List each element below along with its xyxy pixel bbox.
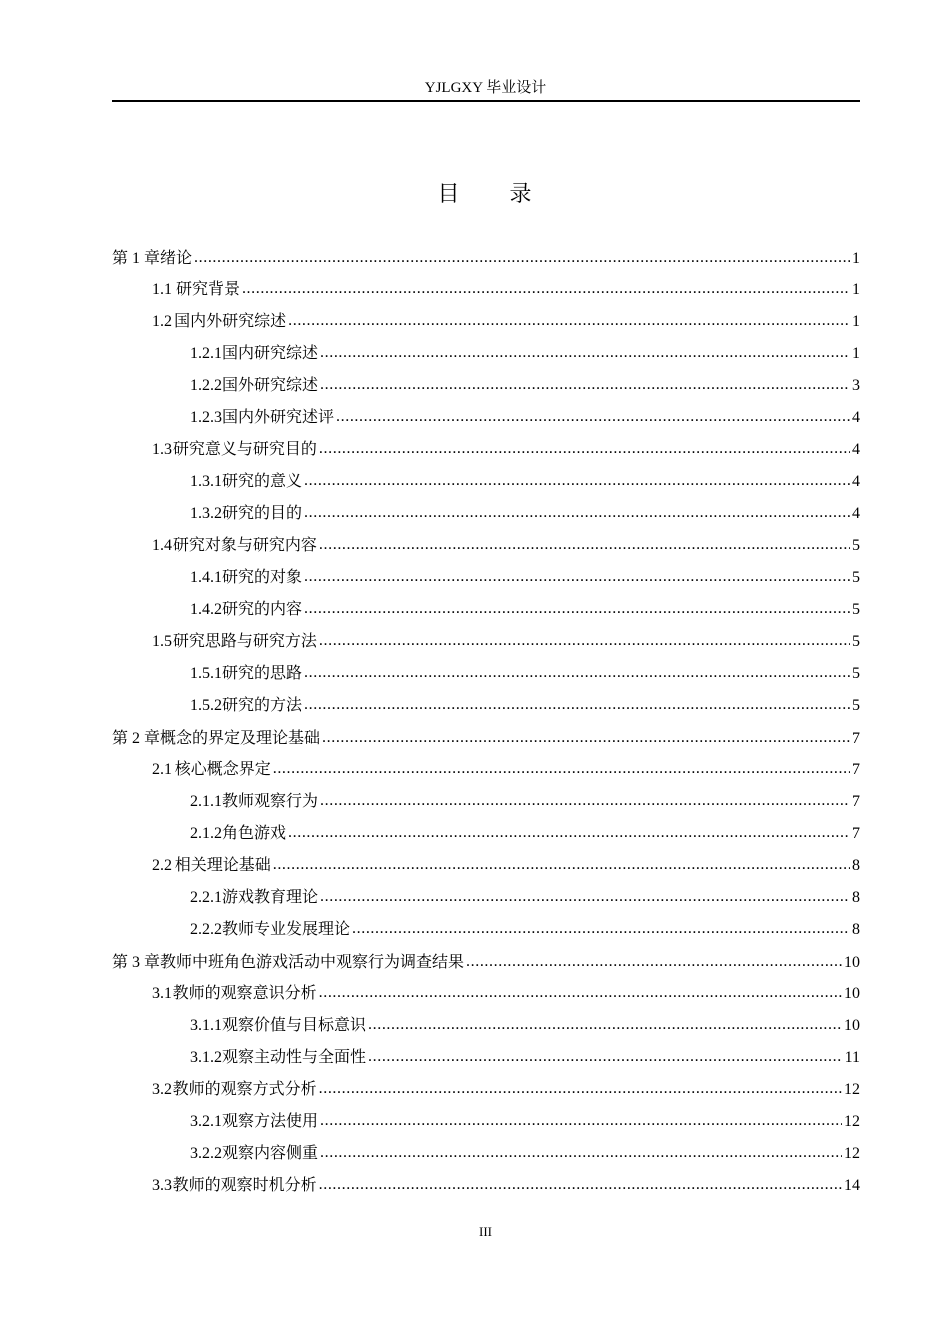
toc-entry-label: 研究的对象 (222, 569, 303, 586)
toc-title-char-2: 录 (509, 181, 534, 206)
toc-entry-page: 4 (852, 505, 860, 522)
toc-entry-page: 3 (852, 377, 860, 394)
toc-entry-label: 相关理论基础 (174, 857, 271, 874)
toc-dot-leader (288, 817, 850, 849)
toc-entry-number: 第 2 章 (112, 730, 161, 747)
toc-entry[interactable] (112, 466, 860, 498)
toc-dot-leader (466, 946, 842, 978)
toc-entry[interactable] (112, 818, 860, 850)
toc-entry-number: 3.2.1 (190, 1113, 222, 1130)
toc-entry[interactable] (112, 402, 860, 434)
toc-dot-leader (322, 722, 850, 754)
toc-entry-number: 1.5 (152, 633, 172, 650)
toc-dot-leader (352, 913, 850, 945)
toc-entry[interactable] (112, 850, 860, 882)
toc-entry-number: 1.2.2 (190, 377, 222, 394)
toc-entry-label: 研究对象与研究内容 (172, 537, 317, 554)
toc-entry[interactable] (112, 722, 860, 754)
toc-entry-number: 2.1.1 (190, 793, 222, 810)
toc-entry-label: 国外研究综述 (222, 377, 319, 394)
toc-entry-label: 教师的观察方式分析 (172, 1081, 317, 1098)
toc-title-char-1: 目 (437, 181, 462, 206)
toc-dot-leader (304, 465, 850, 497)
toc-entry[interactable] (112, 690, 860, 722)
toc-entry-number: 1.4.2 (190, 601, 222, 618)
toc-entry[interactable] (112, 1042, 860, 1074)
toc-entry[interactable] (112, 946, 860, 978)
toc-entry-page: 10 (844, 954, 860, 971)
toc-entry-page: 7 (852, 825, 860, 842)
toc-entry[interactable] (112, 626, 860, 658)
toc-entry[interactable] (112, 562, 860, 594)
running-header: YJLGXY 毕业设计 (424, 80, 547, 96)
toc-entry-label: 观察主动性与全面性 (222, 1049, 367, 1066)
toc-entry-number: 1.3.1 (190, 473, 222, 490)
toc-entry-label: 角色游戏 (222, 825, 287, 842)
toc-entry[interactable] (112, 882, 860, 914)
toc-dot-leader (320, 1137, 842, 1169)
toc-entry-page: 4 (852, 441, 860, 458)
page-number: III (479, 1224, 492, 1239)
toc-entry-number: 1.5.2 (190, 697, 222, 714)
toc-entry[interactable] (112, 274, 860, 306)
toc-entry-label: 教师专业发展理论 (222, 921, 351, 938)
toc-entry-label: 观察方法使用 (222, 1113, 319, 1130)
toc-entry-label: 研究思路与研究方法 (172, 633, 317, 650)
toc-dot-leader (368, 1009, 842, 1041)
header-rule (112, 100, 860, 102)
toc-entry-page: 7 (852, 761, 860, 778)
toc-dot-leader (320, 337, 850, 369)
toc-entry-number: 1.4.1 (190, 569, 222, 586)
toc-entry-page: 4 (852, 473, 860, 490)
toc-entry-number: 1.2.3 (190, 409, 222, 426)
toc-dot-leader (304, 593, 850, 625)
table-of-contents (112, 242, 860, 1202)
toc-entry-label: 研究的思路 (222, 665, 303, 682)
toc-entry-page: 1 (852, 345, 860, 362)
toc-dot-leader (288, 305, 850, 337)
toc-dot-leader (320, 785, 850, 817)
toc-entry-page: 5 (852, 569, 860, 586)
toc-dot-leader (319, 625, 850, 657)
toc-entry-label: 观察内容侧重 (222, 1145, 319, 1162)
toc-entry-label: 教师中班角色游戏活动中观察行为调查结果 (160, 952, 465, 971)
toc-entry-number: 3.2.2 (190, 1145, 222, 1162)
toc-entry-label: 国内外研究综述 (174, 313, 287, 330)
toc-entry-label: 绪论 (160, 248, 193, 267)
toc-entry-page: 5 (852, 697, 860, 714)
toc-entry-label: 国内研究综述 (222, 345, 319, 362)
toc-dot-leader (319, 977, 842, 1009)
toc-entry-page: 7 (852, 730, 860, 747)
toc-entry-number: 1.5.1 (190, 665, 222, 682)
toc-entry-number: 3.1 (152, 985, 172, 1002)
toc-title (112, 176, 859, 212)
toc-dot-leader (304, 689, 850, 721)
toc-entry-label: 研究的方法 (222, 697, 303, 714)
toc-entry-label: 研究的目的 (222, 505, 303, 522)
toc-entry-number: 1.2 (152, 313, 172, 330)
toc-entry[interactable] (112, 978, 860, 1010)
toc-entry-label: 观察价值与目标意识 (222, 1017, 367, 1034)
toc-entry-label: 研究的意义 (222, 473, 303, 490)
toc-entry-page: 1 (852, 313, 860, 330)
toc-entry-number: 3.1.1 (190, 1017, 222, 1034)
toc-dot-leader (304, 497, 850, 529)
toc-entry-page: 11 (844, 1049, 860, 1066)
toc-entry-label: 教师观察行为 (222, 793, 319, 810)
toc-entry-number: 2.2 (152, 857, 172, 874)
toc-dot-leader (336, 401, 850, 433)
toc-entry-label: 研究意义与研究目的 (172, 441, 317, 458)
toc-dot-leader (242, 273, 850, 305)
toc-entry-label: 研究的内容 (222, 601, 303, 618)
toc-entry-page: 10 (844, 985, 860, 1002)
toc-entry[interactable] (112, 338, 860, 370)
toc-entry[interactable] (112, 498, 860, 530)
toc-entry-number: 1.2.1 (190, 345, 222, 362)
toc-entry-number: 2.2.2 (190, 921, 222, 938)
toc-dot-leader (368, 1041, 843, 1073)
toc-entry-number: 1.3.2 (190, 505, 222, 522)
toc-dot-leader (319, 433, 850, 465)
toc-dot-leader (319, 529, 850, 561)
toc-dot-leader (319, 1073, 842, 1105)
toc-entry-number: 3.2 (152, 1081, 172, 1098)
toc-entry-label: 游戏教育理论 (222, 889, 319, 906)
toc-entry-page: 12 (844, 1145, 860, 1162)
toc-entry-number: 1.3 (152, 441, 172, 458)
toc-entry-page: 5 (852, 537, 860, 554)
toc-entry-page: 14 (844, 1177, 860, 1194)
toc-dot-leader (320, 369, 850, 401)
toc-dot-leader (194, 242, 850, 274)
toc-entry[interactable] (112, 1010, 860, 1042)
toc-entry-label: 国内外研究述评 (222, 409, 335, 426)
toc-dot-leader (304, 657, 850, 689)
toc-entry[interactable] (112, 754, 860, 786)
toc-dot-leader (320, 881, 850, 913)
toc-entry-page: 8 (852, 857, 860, 874)
toc-entry-page: 1 (852, 281, 860, 298)
toc-dot-leader (273, 849, 850, 881)
toc-dot-leader (273, 753, 850, 785)
toc-entry[interactable] (112, 306, 860, 338)
toc-entry[interactable] (112, 1074, 860, 1106)
toc-entry-page: 5 (852, 665, 860, 682)
toc-entry-page: 7 (852, 793, 860, 810)
toc-dot-leader (320, 1105, 842, 1137)
toc-entry[interactable] (112, 786, 860, 818)
toc-dot-leader (304, 561, 850, 593)
toc-entry[interactable] (112, 370, 860, 402)
toc-entry-page: 8 (852, 921, 860, 938)
toc-entry[interactable] (112, 242, 860, 274)
toc-entry[interactable] (112, 914, 860, 946)
toc-dot-leader (319, 1169, 842, 1201)
toc-entry[interactable] (112, 1106, 860, 1138)
toc-entry-page: 8 (852, 889, 860, 906)
toc-entry-number: 第 3 章 (112, 954, 161, 971)
toc-entry[interactable] (112, 658, 860, 690)
toc-entry-label: 教师的观察时机分析 (172, 1177, 317, 1194)
toc-entry-page: 12 (844, 1113, 860, 1130)
toc-entry-number: 2.2.1 (190, 889, 222, 906)
toc-entry-label: 核心概念界定 (174, 761, 271, 778)
toc-entry-page: 4 (852, 409, 860, 426)
toc-entry-number: 1.1 (152, 281, 172, 298)
toc-entry-number: 3.1.2 (190, 1049, 222, 1066)
toc-entry[interactable] (112, 530, 860, 562)
toc-entry-page: 1 (852, 250, 860, 267)
toc-entry-page: 12 (844, 1081, 860, 1098)
toc-entry-number: 2.1 (152, 761, 172, 778)
toc-entry-label: 研究背景 (175, 281, 240, 298)
toc-entry-page: 5 (852, 601, 860, 618)
toc-entry-label: 教师的观察意识分析 (172, 985, 317, 1002)
toc-entry[interactable] (112, 1170, 860, 1202)
toc-entry-number: 1.4 (152, 537, 172, 554)
toc-entry-page: 5 (852, 633, 860, 650)
toc-entry-number: 3.3 (152, 1177, 172, 1194)
toc-entry[interactable] (112, 594, 860, 626)
toc-entry-number: 2.1.2 (190, 825, 222, 842)
toc-entry-label: 概念的界定及理论基础 (160, 728, 321, 747)
toc-entry-number: 第 1 章 (112, 250, 161, 267)
toc-entry-page: 10 (844, 1017, 860, 1034)
toc-entry[interactable] (112, 1138, 860, 1170)
toc-entry[interactable] (112, 434, 860, 466)
